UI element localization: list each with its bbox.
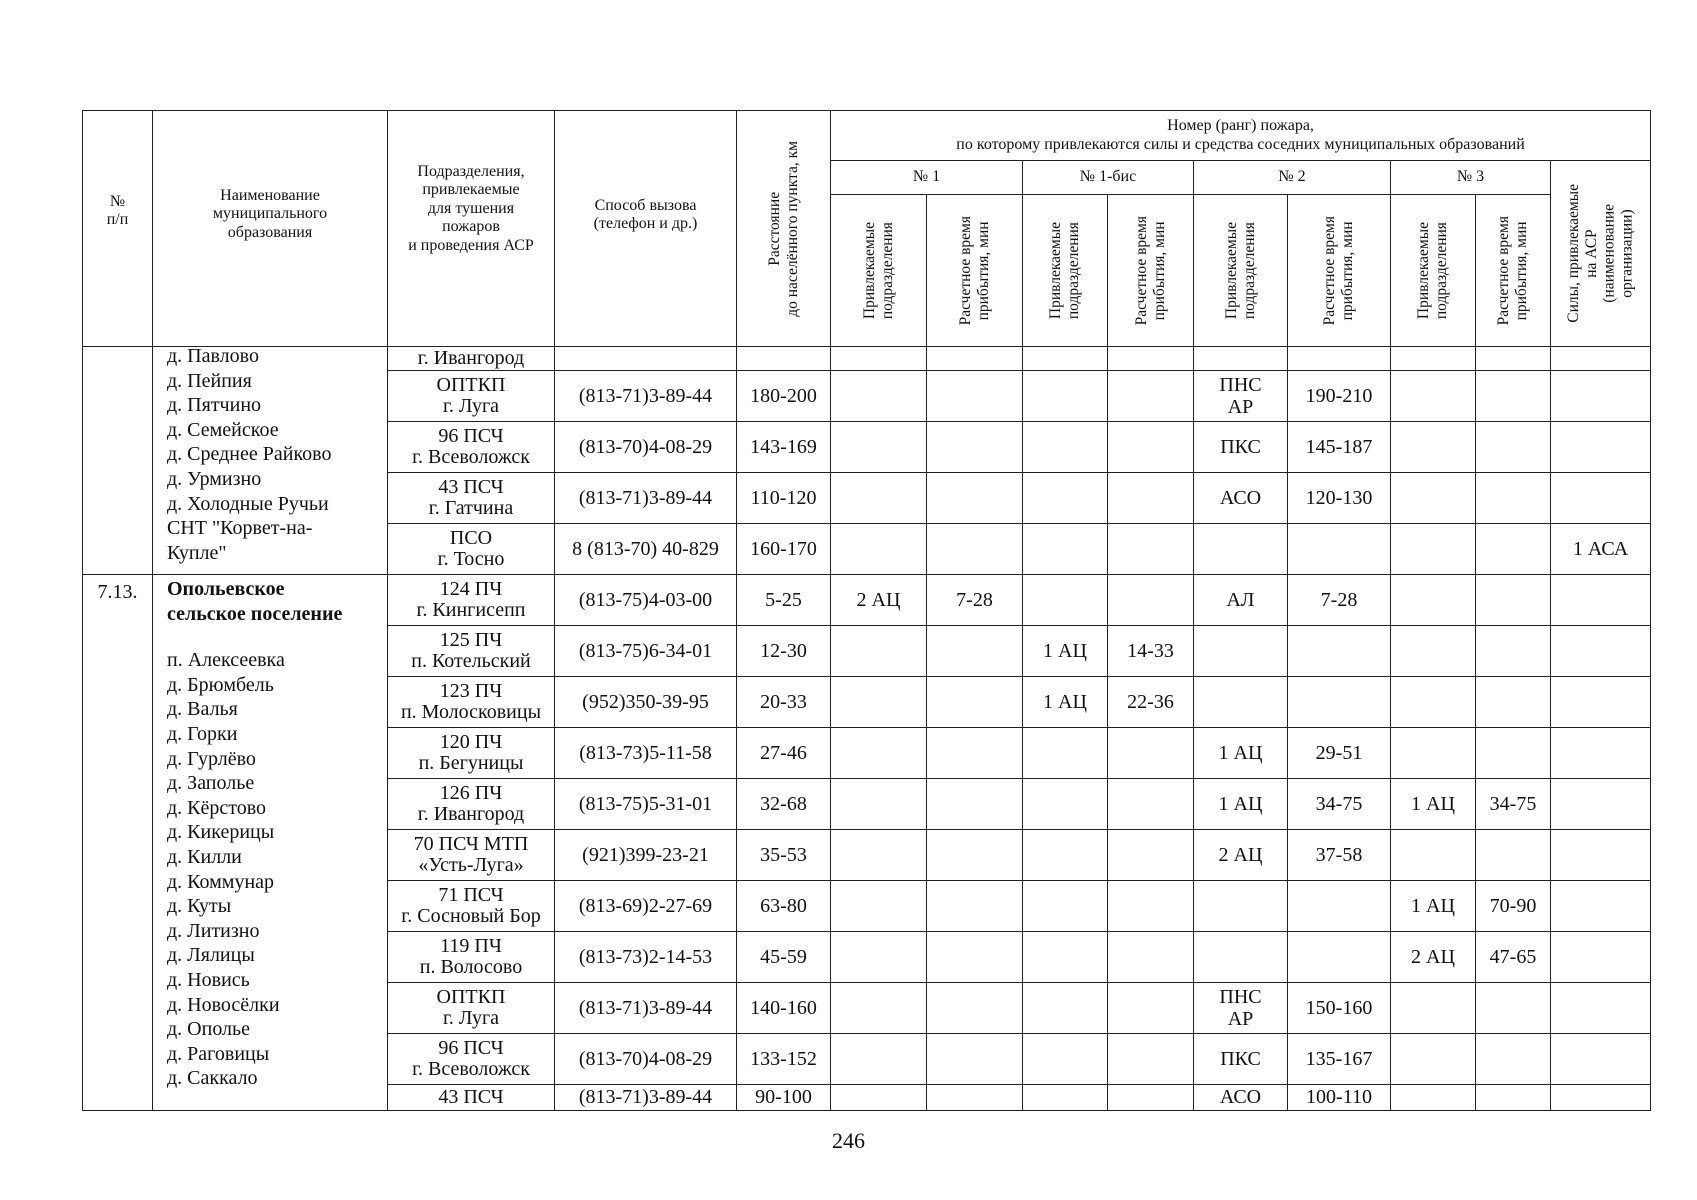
fire-forces-table (82, 110, 1651, 1111)
no1bis-units-cell (1023, 830, 1108, 881)
call-number-cell: (813-71)3-89-44 (555, 1085, 737, 1111)
sub-units-text: Привлекаемые подразделения (1222, 221, 1258, 320)
call-number-cell: (813-71)3-89-44 (555, 371, 737, 422)
no3-time-cell (1476, 347, 1551, 371)
no1-time-cell: 7-28 (927, 575, 1023, 626)
header-asr-text: Силы, привлекаемые на АСР (наименование организации) (1564, 184, 1636, 323)
no2-time-cell: 7-28 (1288, 575, 1391, 626)
sub-time-text: Расчетное время прибытия, мин (1132, 215, 1168, 326)
distance-cell: 140-160 (737, 983, 831, 1034)
no1bis-units-cell (1023, 1034, 1108, 1085)
no1bis-time-cell (1108, 575, 1194, 626)
no1-units-cell (831, 830, 927, 881)
header-num: № п/п (83, 111, 153, 347)
no1-time-cell (927, 677, 1023, 728)
no1bis-units-cell: 1 АЦ (1023, 677, 1108, 728)
asr-forces-cell (1551, 779, 1651, 830)
sub-units-text: Привлекаемые подразделения (1047, 221, 1082, 320)
no1bis-units-cell (1023, 575, 1108, 626)
settlements-list: д. Павлово д. Пейпия д. Пятчино д. Семейское д. Среднее Райково д. Урмизно д. Холодные Ручьи СНТ "Корвет-на- Купле" (167, 345, 332, 564)
no1-time-cell (927, 422, 1023, 473)
distance-cell: 20-33 (737, 677, 831, 728)
no2-time-cell: 37-58 (1288, 830, 1391, 881)
no3-units-cell: 1 АЦ (1391, 779, 1476, 830)
header-no2-time (1288, 195, 1391, 347)
no1-time-cell (927, 830, 1023, 881)
section-number: 7.13. (83, 575, 153, 1111)
no3-units-cell: 1 АЦ (1391, 881, 1476, 932)
no3-time-cell (1476, 983, 1551, 1034)
no1-units-cell (831, 728, 927, 779)
header-call-method: Способ вызова (телефон и др.) (555, 111, 737, 347)
no3-time-cell (1476, 728, 1551, 779)
no1bis-units-cell (1023, 473, 1108, 524)
no1-time-cell (927, 347, 1023, 371)
no2-time-cell (1288, 626, 1391, 677)
unit-cell: 43 ПСЧ (388, 1085, 555, 1111)
call-number-cell: (952)350-39-95 (555, 677, 737, 728)
distance-cell: 160-170 (737, 524, 831, 575)
distance-cell: 90-100 (737, 1085, 831, 1111)
asr-forces-cell (1551, 728, 1651, 779)
call-number-cell: 8 (813-70) 40-829 (555, 524, 737, 575)
no2-time-cell (1288, 932, 1391, 983)
no1-units-cell (831, 626, 927, 677)
no2-time-cell: 150-160 (1288, 983, 1391, 1034)
call-number-cell: (813-75)4-03-00 (555, 575, 737, 626)
no1-units-cell (831, 422, 927, 473)
no1-time-cell (927, 626, 1023, 677)
header-no1bis: № 1-бис (1023, 161, 1194, 195)
no2-units-cell: ПКС (1194, 422, 1288, 473)
settlements-cell (153, 575, 388, 1111)
call-number-cell: (813-73)5-11-58 (555, 728, 737, 779)
asr-forces-cell (1551, 830, 1651, 881)
unit-cell: 125 ПЧ п. Котельский (388, 626, 555, 677)
no2-time-cell (1288, 881, 1391, 932)
call-number-cell: (813-70)4-08-29 (555, 422, 737, 473)
no3-time-cell (1476, 1085, 1551, 1111)
asr-forces-cell (1551, 422, 1651, 473)
no2-units-cell: 1 АЦ (1194, 779, 1288, 830)
no2-time-cell: 190-210 (1288, 371, 1391, 422)
no3-time-cell (1476, 626, 1551, 677)
unit-cell: 119 ПЧ п. Волосово (388, 932, 555, 983)
no3-time-cell (1476, 830, 1551, 881)
call-number-cell (555, 347, 737, 371)
distance-cell: 110-120 (737, 473, 831, 524)
header-no3-time (1476, 195, 1551, 347)
no3-time-cell (1476, 677, 1551, 728)
unit-cell: 120 ПЧ п. Бегуницы (388, 728, 555, 779)
no2-units-cell: АСО (1194, 1085, 1288, 1111)
no1-time-cell (927, 728, 1023, 779)
header-no2-units (1194, 195, 1288, 347)
header-no1-units (831, 195, 927, 347)
no3-time-cell (1476, 422, 1551, 473)
call-number-cell: (813-75)6-34-01 (555, 626, 737, 677)
header-no1-time (927, 195, 1023, 347)
distance-cell: 45-59 (737, 932, 831, 983)
unit-cell: ПСО г. Тосно (388, 524, 555, 575)
no3-time-cell: 47-65 (1476, 932, 1551, 983)
header-distance-text: Расстояние до населённого пункта, км (765, 140, 801, 317)
asr-forces-cell (1551, 932, 1651, 983)
unit-cell: 126 ПЧ г. Ивангород (388, 779, 555, 830)
distance-cell: 12-30 (737, 626, 831, 677)
distance-cell: 143-169 (737, 422, 831, 473)
no1-units-cell (831, 371, 927, 422)
no1bis-time-cell (1108, 1034, 1194, 1085)
no3-units-cell (1391, 347, 1476, 371)
sub-time-text: Расчетное время прибытия, мин (1495, 215, 1530, 326)
sub-units-text: Привлекаемые подразделения (860, 221, 896, 320)
table-body (83, 347, 1651, 1111)
no1bis-units-cell (1023, 983, 1108, 1034)
unit-cell: ОПТКП г. Луга (388, 371, 555, 422)
distance-cell: 133-152 (737, 1034, 831, 1085)
no3-time-cell: 70-90 (1476, 881, 1551, 932)
no3-units-cell (1391, 830, 1476, 881)
no2-time-cell: 135-167 (1288, 1034, 1391, 1085)
no1bis-units-cell: 1 АЦ (1023, 626, 1108, 677)
no1bis-time-cell (1108, 422, 1194, 473)
no1-units-cell (831, 347, 927, 371)
call-number-cell: (813-73)2-14-53 (555, 932, 737, 983)
no2-units-cell (1194, 347, 1288, 371)
table-header (83, 111, 1651, 347)
no1bis-units-cell (1023, 779, 1108, 830)
header-no3: № 3 (1391, 161, 1551, 195)
no1bis-time-cell: 22-36 (1108, 677, 1194, 728)
no2-units-cell: 1 АЦ (1194, 728, 1288, 779)
asr-forces-cell (1551, 347, 1651, 371)
no2-units-cell (1194, 677, 1288, 728)
no1bis-time-cell (1108, 728, 1194, 779)
no1bis-time-cell (1108, 1085, 1194, 1111)
asr-forces-cell (1551, 626, 1651, 677)
asr-forces-cell (1551, 473, 1651, 524)
no1bis-time-cell (1108, 473, 1194, 524)
header-mo-name: Наименование муниципального образования (153, 111, 388, 347)
no2-time-cell: 34-75 (1288, 779, 1391, 830)
no1bis-units-cell (1023, 932, 1108, 983)
no1-units-cell (831, 473, 927, 524)
no3-units-cell (1391, 422, 1476, 473)
no1bis-time-cell (1108, 881, 1194, 932)
no3-units-cell (1391, 677, 1476, 728)
no2-time-cell: 145-187 (1288, 422, 1391, 473)
no1-units-cell (831, 1085, 927, 1111)
no3-time-cell (1476, 1034, 1551, 1085)
no3-units-cell: 2 АЦ (1391, 932, 1476, 983)
unit-cell: 96 ПСЧ г. Всеволожск (388, 1034, 555, 1085)
no1-time-cell (927, 983, 1023, 1034)
no2-units-cell (1194, 932, 1288, 983)
no3-units-cell (1391, 371, 1476, 422)
no1-time-cell (927, 524, 1023, 575)
asr-forces-cell (1551, 1085, 1651, 1111)
header-no2: № 2 (1194, 161, 1391, 195)
sub-units-text: Привлекаемые подразделения (1415, 221, 1450, 320)
no1-time-cell (927, 473, 1023, 524)
unit-cell: 43 ПСЧ г. Гатчина (388, 473, 555, 524)
distance-cell: 27-46 (737, 728, 831, 779)
unit-cell: 123 ПЧ п. Молосковицы (388, 677, 555, 728)
unit-cell: 71 ПСЧ г. Сосновый Бор (388, 881, 555, 932)
no1bis-units-cell (1023, 524, 1108, 575)
call-number-cell: (813-75)5-31-01 (555, 779, 737, 830)
asr-forces-cell (1551, 1034, 1651, 1085)
distance-cell (737, 347, 831, 371)
no1-time-cell (927, 1085, 1023, 1111)
no1-units-cell (831, 932, 927, 983)
no2-time-cell (1288, 524, 1391, 575)
municipality-title: Опольевское сельское поселение (167, 578, 343, 625)
no1-units-cell (831, 524, 927, 575)
distance-cell: 32-68 (737, 779, 831, 830)
no3-units-cell (1391, 575, 1476, 626)
asr-forces-cell (1551, 983, 1651, 1034)
no2-units-cell: АЛ (1194, 575, 1288, 626)
no1-units-cell: 2 АЦ (831, 575, 927, 626)
table-row (83, 347, 1651, 371)
no1-time-cell (927, 932, 1023, 983)
unit-cell: г. Ивангород (388, 347, 555, 371)
no1bis-time-cell (1108, 524, 1194, 575)
no1bis-units-cell (1023, 371, 1108, 422)
call-number-cell: (813-71)3-89-44 (555, 473, 737, 524)
no3-units-cell (1391, 983, 1476, 1034)
no1-time-cell (927, 371, 1023, 422)
header-no1bis-units (1023, 195, 1108, 347)
header-asr (1551, 161, 1651, 347)
call-number-cell: (813-70)4-08-29 (555, 1034, 737, 1085)
sub-time-text: Расчетное время прибытия, мин (956, 215, 992, 326)
no1bis-time-cell (1108, 932, 1194, 983)
distance-cell: 63-80 (737, 881, 831, 932)
header-no1: № 1 (831, 161, 1023, 195)
page-number: 246 (832, 1128, 865, 1153)
no1-units-cell (831, 1034, 927, 1085)
no1bis-units-cell (1023, 728, 1108, 779)
sub-time-text: Расчетное время прибытия, мин (1321, 215, 1356, 326)
no1bis-time-cell (1108, 779, 1194, 830)
no2-units-cell: ПНС АР (1194, 983, 1288, 1034)
call-number-cell: (921)399-23-21 (555, 830, 737, 881)
unit-cell: ОПТКП г. Луга (388, 983, 555, 1034)
no2-units-cell (1194, 524, 1288, 575)
no2-time-cell: 100-110 (1288, 1085, 1391, 1111)
no1bis-units-cell (1023, 347, 1108, 371)
no3-units-cell (1391, 1034, 1476, 1085)
distance-cell: 35-53 (737, 830, 831, 881)
no3-units-cell (1391, 728, 1476, 779)
distance-cell: 180-200 (737, 371, 831, 422)
settlements-cell (153, 347, 388, 575)
no3-time-cell (1476, 473, 1551, 524)
no1-units-cell (831, 779, 927, 830)
no3-units-cell (1391, 524, 1476, 575)
no1bis-units-cell (1023, 1085, 1108, 1111)
no2-units-cell: ПКС (1194, 1034, 1288, 1085)
no2-units-cell: ПНС АР (1194, 371, 1288, 422)
no3-units-cell (1391, 473, 1476, 524)
no2-time-cell (1288, 347, 1391, 371)
asr-forces-cell (1551, 677, 1651, 728)
no1bis-time-cell: 14-33 (1108, 626, 1194, 677)
call-number-cell: (813-71)3-89-44 (555, 983, 737, 1034)
no3-time-cell (1476, 371, 1551, 422)
unit-cell: 124 ПЧ г. Кингисепп (388, 575, 555, 626)
call-number-cell: (813-69)2-27-69 (555, 881, 737, 932)
table-row (83, 575, 1651, 626)
asr-forces-cell (1551, 881, 1651, 932)
no1-units-cell (831, 881, 927, 932)
no2-units-cell (1194, 626, 1288, 677)
asr-forces-cell (1551, 575, 1651, 626)
no1bis-time-cell (1108, 983, 1194, 1034)
distance-cell: 5-25 (737, 575, 831, 626)
header-no3-units (1391, 195, 1476, 347)
unit-cell: 70 ПСЧ МТП «Усть-Луга» (388, 830, 555, 881)
no3-time-cell (1476, 575, 1551, 626)
no2-time-cell: 29-51 (1288, 728, 1391, 779)
no3-time-cell (1476, 524, 1551, 575)
no1-units-cell (831, 677, 927, 728)
no2-time-cell (1288, 677, 1391, 728)
header-units: Подразделения, привлекаемые для тушения пожаров и проведения АСР (388, 111, 555, 347)
no3-units-cell (1391, 1085, 1476, 1111)
no3-time-cell: 34-75 (1476, 779, 1551, 830)
no1bis-time-cell (1108, 830, 1194, 881)
no1bis-time-cell (1108, 371, 1194, 422)
asr-forces-cell (1551, 371, 1651, 422)
header-no1bis-time (1108, 195, 1194, 347)
no1bis-units-cell (1023, 881, 1108, 932)
no2-units-cell: АСО (1194, 473, 1288, 524)
settlements-list: п. Алексеевка д. Брюмбель д. Валья д. Горки д. Гурлёво д. Заполье д. Кёрстово д. Кикерицы д. Килли д. Коммунар д. Куты д. Литизно д. Лялицы д. Новись д. Новосёлки д. Ополье д. Раговицы д. Саккало (167, 649, 285, 1090)
header-fire-rank: Номер (ранг) пожара, по которому привлекаются силы и средства соседних муниципальных образований (831, 111, 1651, 161)
unit-cell: 96 ПСЧ г. Всеволожск (388, 422, 555, 473)
asr-forces-cell: 1 АСА (1551, 524, 1651, 575)
no1-time-cell (927, 1034, 1023, 1085)
no2-units-cell (1194, 881, 1288, 932)
no1-time-cell (927, 881, 1023, 932)
no1-units-cell (831, 983, 927, 1034)
row-number-cell (83, 347, 153, 575)
no1bis-units-cell (1023, 422, 1108, 473)
no2-time-cell: 120-130 (1288, 473, 1391, 524)
no3-units-cell (1391, 626, 1476, 677)
no2-units-cell: 2 АЦ (1194, 830, 1288, 881)
header-distance (737, 111, 831, 347)
no1bis-time-cell (1108, 347, 1194, 371)
no1-time-cell (927, 779, 1023, 830)
